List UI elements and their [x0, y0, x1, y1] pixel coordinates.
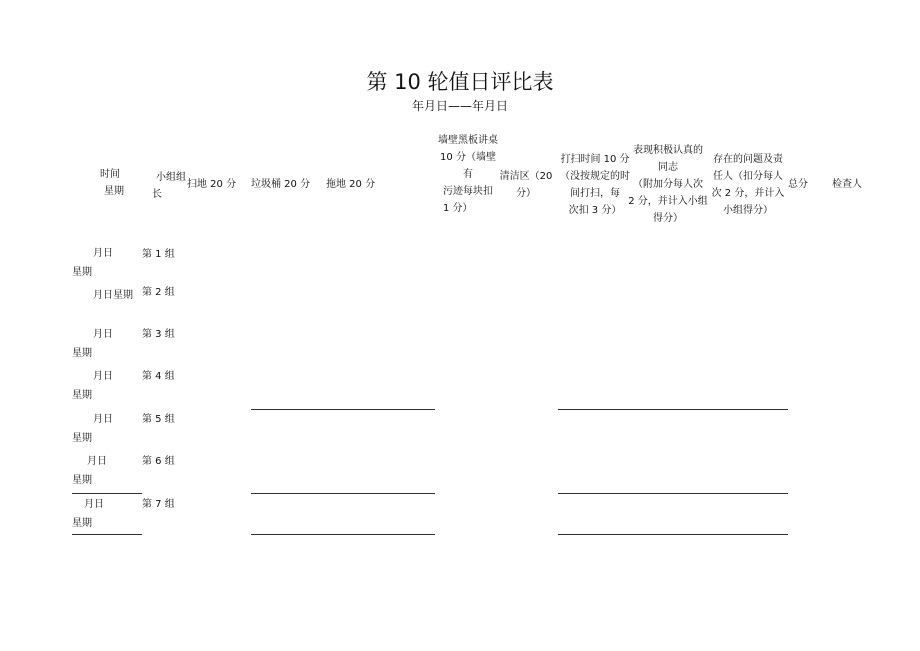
header-clock-line: （没按规定的时	[560, 171, 630, 182]
header-issues-line: 任人（扣分每人	[713, 171, 783, 182]
date-range: 年月日——年月日	[411, 99, 508, 113]
row-4-group: 第 4 组	[142, 371, 175, 382]
row-3-date: 月日	[93, 329, 113, 340]
header-clock-line: 打扫时间 10 分	[560, 154, 630, 165]
header-time-line: 时间	[100, 169, 120, 180]
header-issues	[708, 151, 788, 219]
row-divider	[558, 534, 788, 535]
header-clean-area	[495, 168, 557, 202]
header-total: 总分	[788, 179, 808, 190]
header-active-line: 同志	[658, 162, 678, 173]
row-3-group: 第 3 组	[142, 329, 175, 340]
header-time	[92, 166, 128, 200]
header-issues-line: 存在的问题及责	[713, 154, 783, 165]
header-leader-line: 长	[152, 189, 162, 200]
header-sweep: 扫地 20 分	[187, 179, 237, 190]
header-group-leader	[152, 169, 186, 203]
row-1-date: 月日	[93, 248, 113, 259]
row-divider	[72, 534, 142, 535]
row-1-group: 第 1 组	[142, 249, 175, 260]
header-trash: 垃圾桶 20 分	[251, 179, 311, 190]
header-clock-line: 次扣 3 分）	[568, 205, 622, 216]
row-1-weekday: 星期	[72, 267, 92, 278]
header-active-line: 2 分，并计入小组	[628, 196, 708, 207]
header-wall-line: 有	[463, 169, 473, 180]
row-6-group: 第 6 组	[142, 456, 175, 467]
row-7-weekday: 星期	[72, 518, 92, 529]
header-issues-line: 次 2 分，并计入	[711, 188, 785, 199]
header-issues-line: 小组得分）	[723, 205, 773, 216]
header-active	[626, 142, 710, 227]
row-4-date: 月日	[93, 371, 113, 382]
header-active-line: （附加分每人次	[633, 179, 703, 190]
row-divider	[251, 409, 435, 410]
row-3-weekday: 星期	[72, 348, 92, 359]
row-6-weekday: 星期	[72, 475, 92, 486]
row-divider	[72, 493, 142, 494]
header-mop: 拖地 20 分	[326, 179, 376, 190]
header-active-line: 得分）	[653, 213, 683, 224]
header-clock-line: 间打扫，每	[570, 188, 620, 199]
header-clean-area-line: 分）	[516, 188, 536, 199]
row-divider	[558, 493, 788, 494]
row-5-weekday: 星期	[72, 433, 92, 444]
header-wall-line: 10 分（墙壁	[440, 152, 496, 163]
page-title: 第 10 轮值日评比表	[366, 70, 554, 94]
row-6-date: 月日	[87, 456, 107, 467]
row-divider	[558, 409, 788, 410]
row-7-date: 月日	[84, 499, 104, 510]
header-time-line: 星期	[104, 186, 124, 197]
header-clock	[557, 151, 633, 219]
header-wall-line: 污迹每块扣	[443, 186, 493, 197]
row-7-group: 第 7 组	[142, 499, 175, 510]
header-clean-area-line: 清洁区（20	[499, 171, 553, 182]
header-active-line: 表现积极认真的	[633, 145, 703, 156]
header-wall-line: 1 分）	[443, 203, 473, 214]
header-leader-line: 小组组	[156, 172, 186, 183]
row-5-group: 第 5 组	[142, 414, 175, 425]
row-2-date: 月日星期	[93, 290, 133, 301]
row-divider	[251, 534, 435, 535]
row-5-date: 月日	[93, 414, 113, 425]
row-2-group: 第 2 组	[142, 287, 175, 298]
header-checker: 检查人	[832, 179, 862, 190]
row-divider	[251, 493, 435, 494]
row-4-weekday: 星期	[72, 390, 92, 401]
header-wall-line: 墙壁黑板讲桌	[438, 135, 498, 146]
